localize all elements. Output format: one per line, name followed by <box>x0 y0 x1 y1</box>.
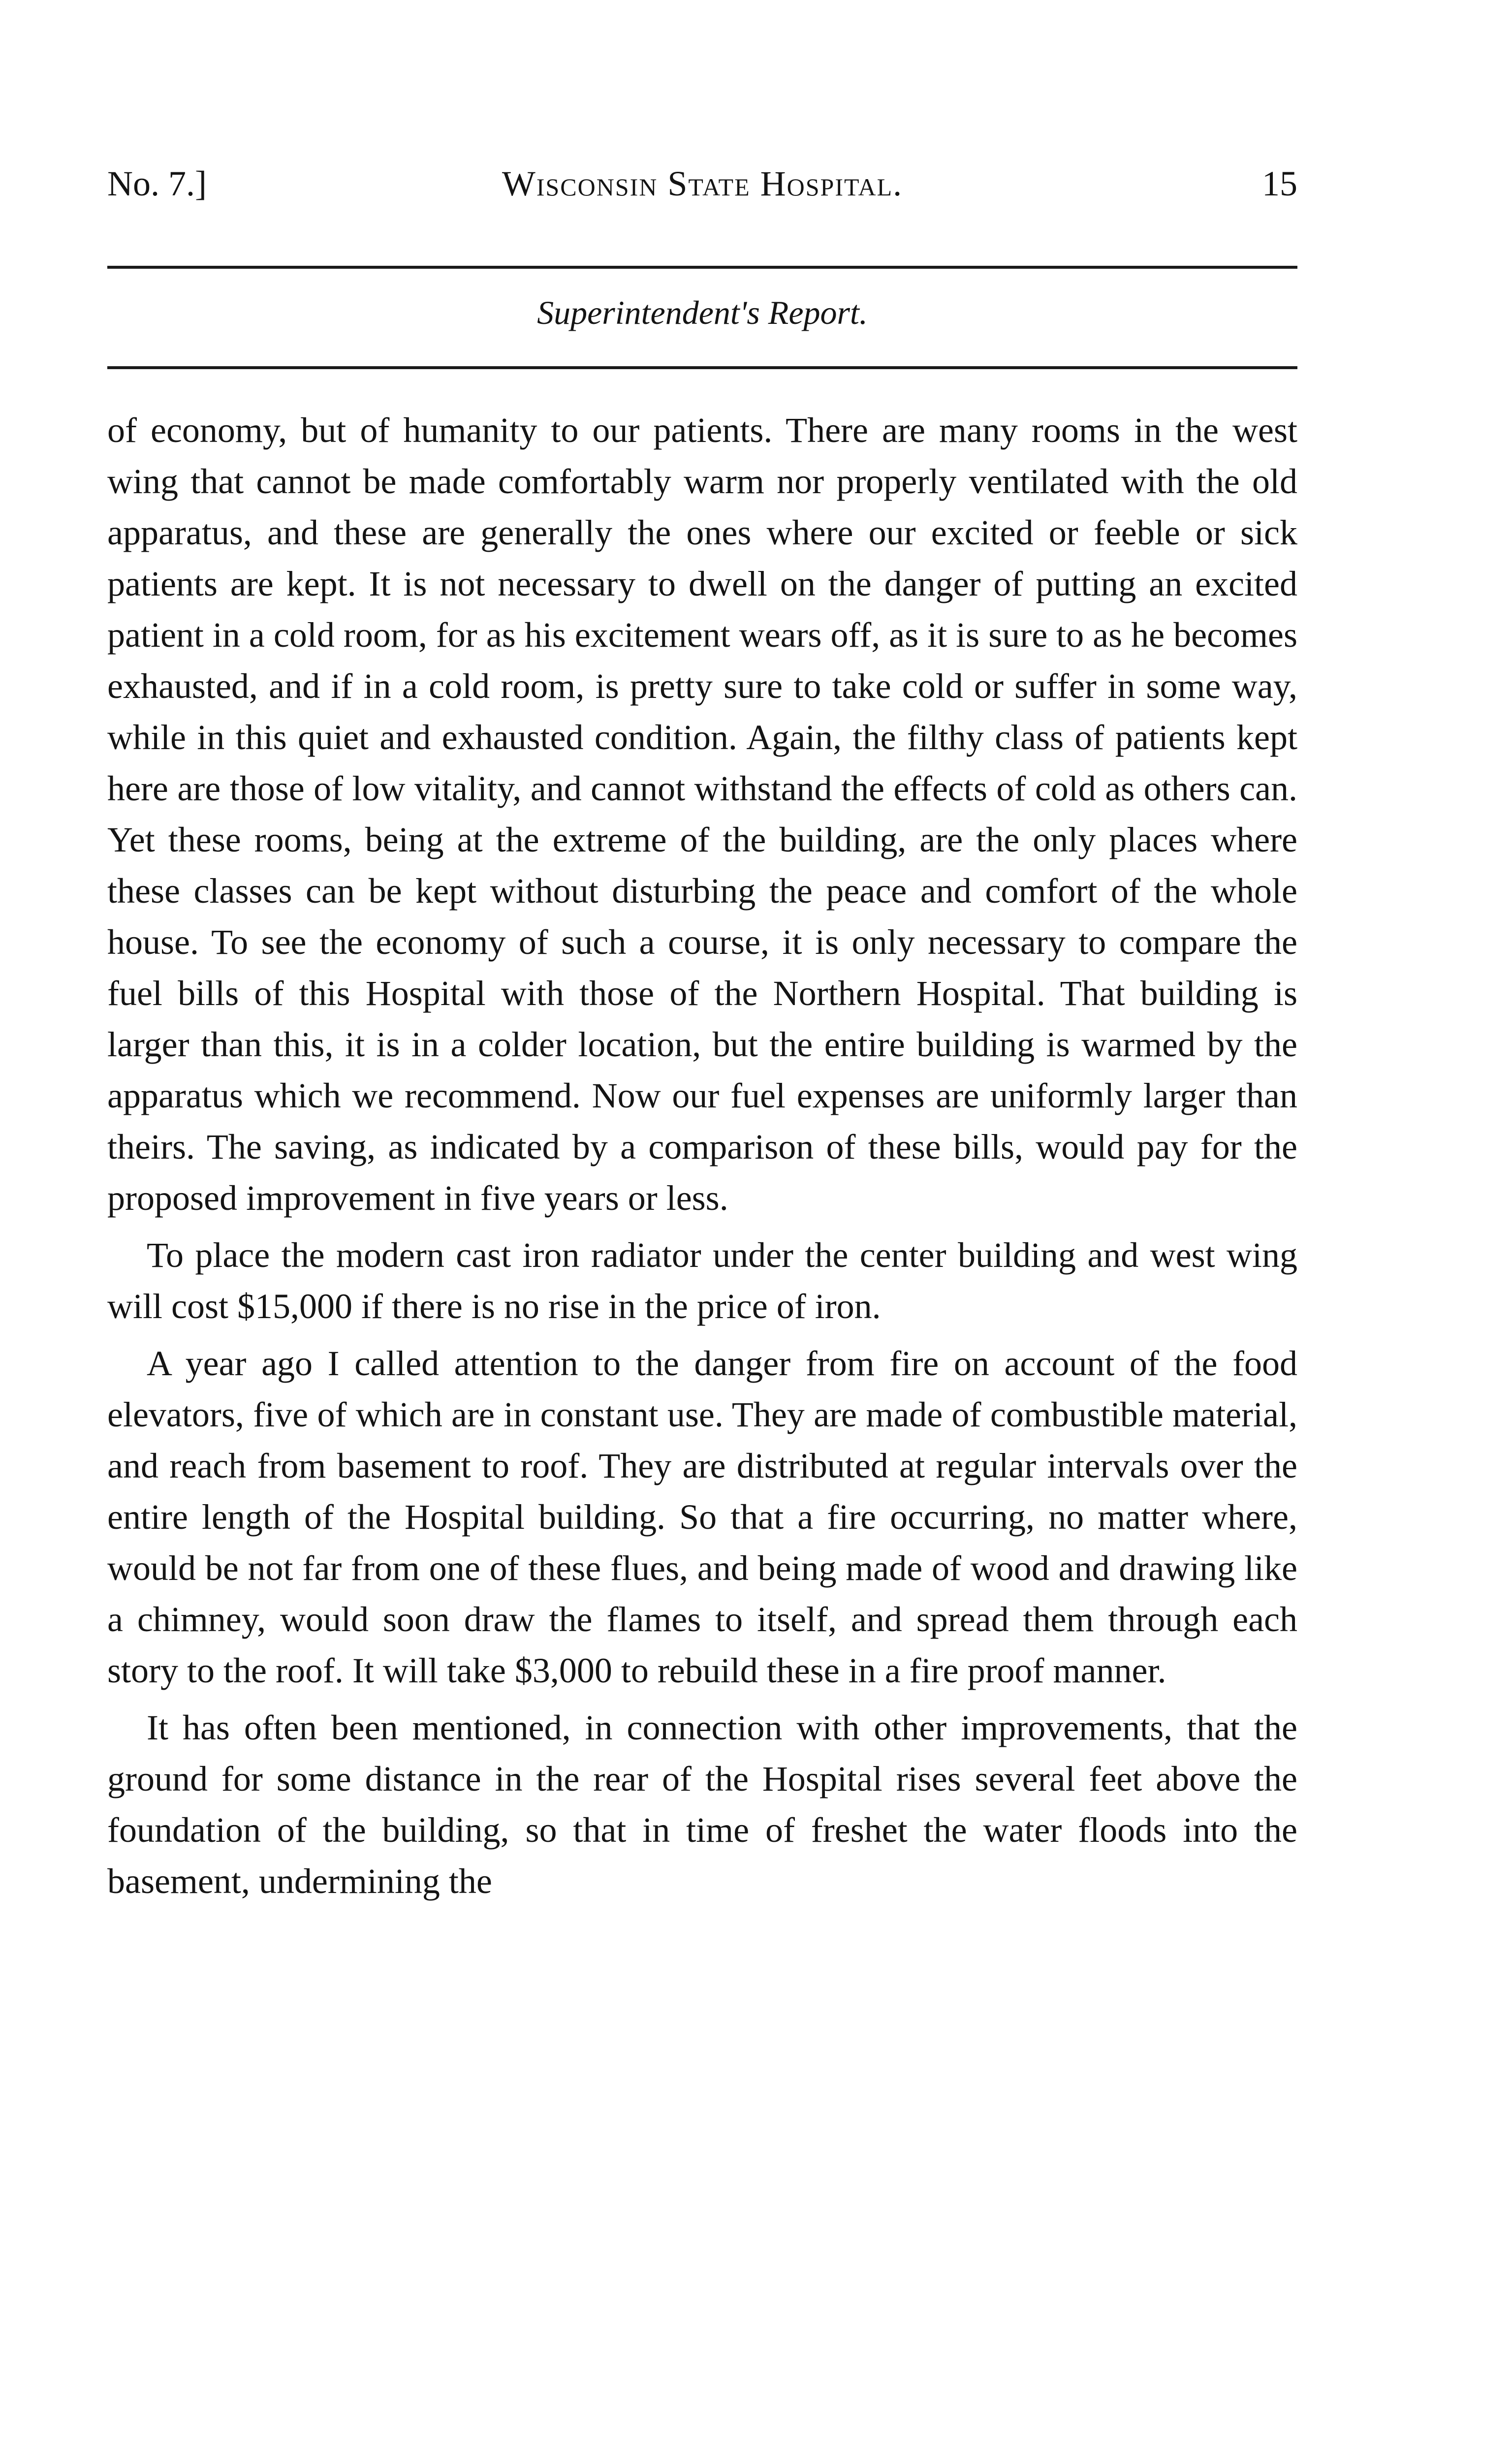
paragraph-food-elevators: A year ago I called attention to the danger from fire on account of the food elevators, five of which are in constant use. They are made of combustible material, and reach from basement to roof. They are distributed at regular intervals over the entire length of the Hospital building. So that a fire occurring, no matter where, would be not far from one of these flues, and being made of wood and drawing like a chimney, would soon draw the flames to itself, and spread them through each story to the roof. It will take $3,000 to rebuild these in a fire proof manner. <box>107 1344 1297 1690</box>
page-header <box>107 157 1297 211</box>
header-divider-top <box>107 266 1297 269</box>
section-subheading: Superintendent's Report. <box>537 294 868 331</box>
running-title: Wisconsin State Hospital. <box>502 164 903 203</box>
paragraph-flooding: It has often been mentioned, in connection with other improvements, that the ground for some distance in the rear of the Hospital rises several feet above the foundation of the building, so that in time of freshet the water floods into the basement, undermining the <box>107 1708 1297 1901</box>
document-number: No. 7.] <box>107 164 207 203</box>
page-number: 15 <box>1262 164 1297 203</box>
paragraph-radiator: To place the modern cast iron radiator under the center building and west wing will cost $15,000 if there is no rise in the price of iron. <box>107 1235 1297 1326</box>
paragraph-economy: of economy, but of humanity to our patients. There are many rooms in the west wing that cannot be made comfortably warm nor properly ventilated with the old apparatus, and these are generally the ones where our excited or feeble or sick patients are kept. It is not necessary to dwell on the danger of putting an excited patient in a cold room, for as his excitement wears off, as it is sure to as he becomes exhausted, and if in a cold room, is pretty sure to take cold or suffer in some way, while in this quiet and exhausted condition. Again, the filthy class of patients kept here are those of low vitality, and cannot withstand the effects of cold as others can. Yet these rooms, being at the extreme of the building, are the only places where these classes can be kept without disturbing the peace and comfort of the whole house. To see the economy of such a course, it is only necessary to compare the fuel bills of this Hospital with those of the Northern Hospital. That building is larger than this, it is in a colder location, but the entire building is warmed by the apparatus which we recommend. Now our fuel expenses are uniformly larger than theirs. The saving, as indicated by a comparison of these bills, would pay for the proposed improvement in five years or less. <box>107 410 1297 1218</box>
header-divider-bottom <box>107 366 1297 369</box>
report-body <box>107 405 1297 1913</box>
